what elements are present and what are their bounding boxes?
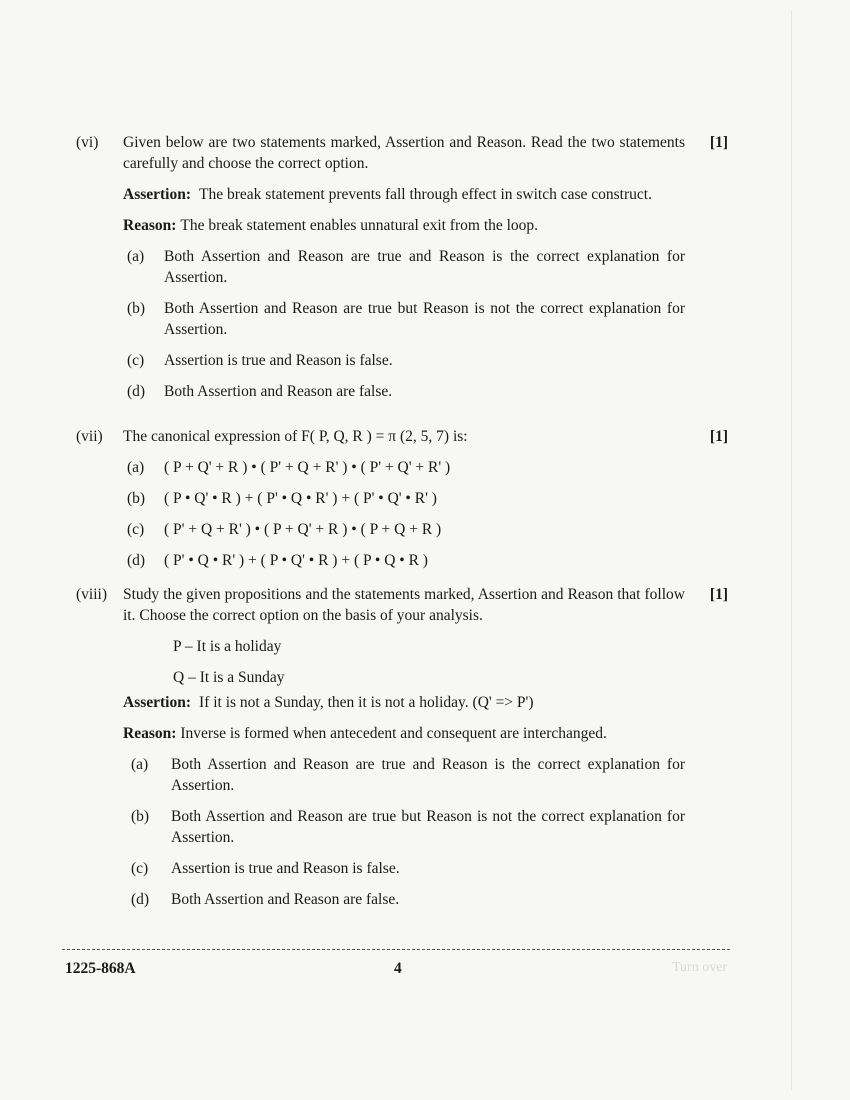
question-marks: [1] — [709, 134, 728, 151]
option-text: Assertion is true and Reason is false. — [171, 860, 400, 877]
option-text: Both Assertion and Reason are true but Reason is not the correct explanation for Assertion. — [164, 300, 685, 338]
question-number: (vi) — [76, 134, 99, 151]
option-label: (c) — [127, 352, 145, 369]
proposition-p: P – It is a holiday — [173, 638, 282, 655]
option-a — [127, 246, 685, 288]
question-vi — [76, 132, 728, 412]
option-a — [131, 754, 685, 796]
assertion-statement — [123, 184, 685, 205]
question-vii — [76, 426, 728, 581]
option-label: (a) — [127, 459, 145, 476]
option-c — [131, 858, 685, 879]
assertion-label: Assertion: — [123, 694, 192, 711]
option-a — [127, 457, 685, 478]
question-number: (viii) — [76, 586, 107, 603]
option-label: (d) — [131, 891, 150, 908]
question-intro: Study the given propositions and the statements marked, Assertion and Reason that follow it. Choose the correct option on the basis of your analysis. — [123, 586, 685, 624]
option-text: Both Assertion and Reason are false. — [171, 891, 400, 908]
assertion-statement — [123, 692, 685, 713]
reason-label: Reason: — [123, 217, 177, 234]
question-marks: [1] — [709, 428, 728, 445]
option-b — [127, 298, 685, 340]
option-label: (d) — [127, 383, 146, 400]
reason-label: Reason: — [123, 725, 177, 742]
option-label: (b) — [131, 808, 150, 825]
option-b — [127, 488, 685, 509]
option-d — [127, 381, 685, 402]
option-text: ( P' • Q • R' ) + ( P • Q' • R ) + ( P • Q • R ) — [164, 552, 428, 569]
option-text: Both Assertion and Reason are true and Reason is the correct explanation for Assertion. — [164, 248, 685, 286]
question-marks: [1] — [709, 586, 728, 603]
option-c — [127, 350, 685, 371]
option-d — [131, 889, 685, 910]
option-text: ( P' + Q + R' ) • ( P + Q' + R ) • ( P + Q + R ) — [164, 521, 442, 538]
scan-edge-shadow — [791, 10, 792, 1090]
question-intro: Given below are two statements marked, Assertion and Reason. Read the two statements carefully and choose the correct option. — [123, 134, 685, 172]
option-text: ( P • Q' • R ) + ( P' • Q • R' ) + ( P' • Q' • R' ) — [164, 490, 437, 507]
option-d — [127, 550, 685, 571]
option-text: Assertion is true and Reason is false. — [164, 352, 393, 369]
option-text: Both Assertion and Reason are true but Reason is not the correct explanation for Assertion. — [171, 808, 685, 846]
paper-code: 1225-868A — [65, 960, 136, 977]
option-label: (c) — [127, 521, 145, 538]
assertion-text: If it is not a Sunday, then it is not a holiday. (Q' => P') — [199, 694, 534, 711]
question-intro: The canonical expression of F( P, Q, R ) = π (2, 5, 7) is: — [123, 428, 468, 445]
reason-text: The break statement enables unnatural exit from the loop. — [180, 217, 539, 234]
option-label: (a) — [131, 756, 149, 773]
option-text: Both Assertion and Reason are true and Reason is the correct explanation for Assertion. — [171, 756, 685, 794]
option-text: ( P + Q' + R ) • ( P' + Q + R' ) • ( P' + Q' + R' ) — [164, 459, 451, 476]
reason-text: Inverse is formed when antecedent and consequent are interchanged. — [180, 725, 607, 742]
proposition-q: Q – It is a Sunday — [173, 669, 285, 686]
option-label: (b) — [127, 300, 146, 317]
option-c — [127, 519, 685, 540]
option-b — [131, 806, 685, 848]
question-viii — [76, 584, 728, 920]
option-text: Both Assertion and Reason are false. — [164, 383, 393, 400]
reason-statement — [123, 215, 685, 236]
option-label: (d) — [127, 552, 146, 569]
option-label: (b) — [127, 490, 146, 507]
assertion-label: Assertion: — [123, 186, 192, 203]
page-number: 4 — [394, 960, 402, 977]
question-number: (vii) — [76, 428, 103, 445]
option-label: (c) — [131, 860, 149, 877]
assertion-text: The break statement prevents fall through effect in switch case construct. — [199, 186, 652, 203]
reason-statement — [123, 723, 685, 744]
faint-bleedthrough-text: Turn over — [672, 960, 728, 975]
option-label: (a) — [127, 248, 145, 265]
footer-divider — [62, 949, 730, 950]
